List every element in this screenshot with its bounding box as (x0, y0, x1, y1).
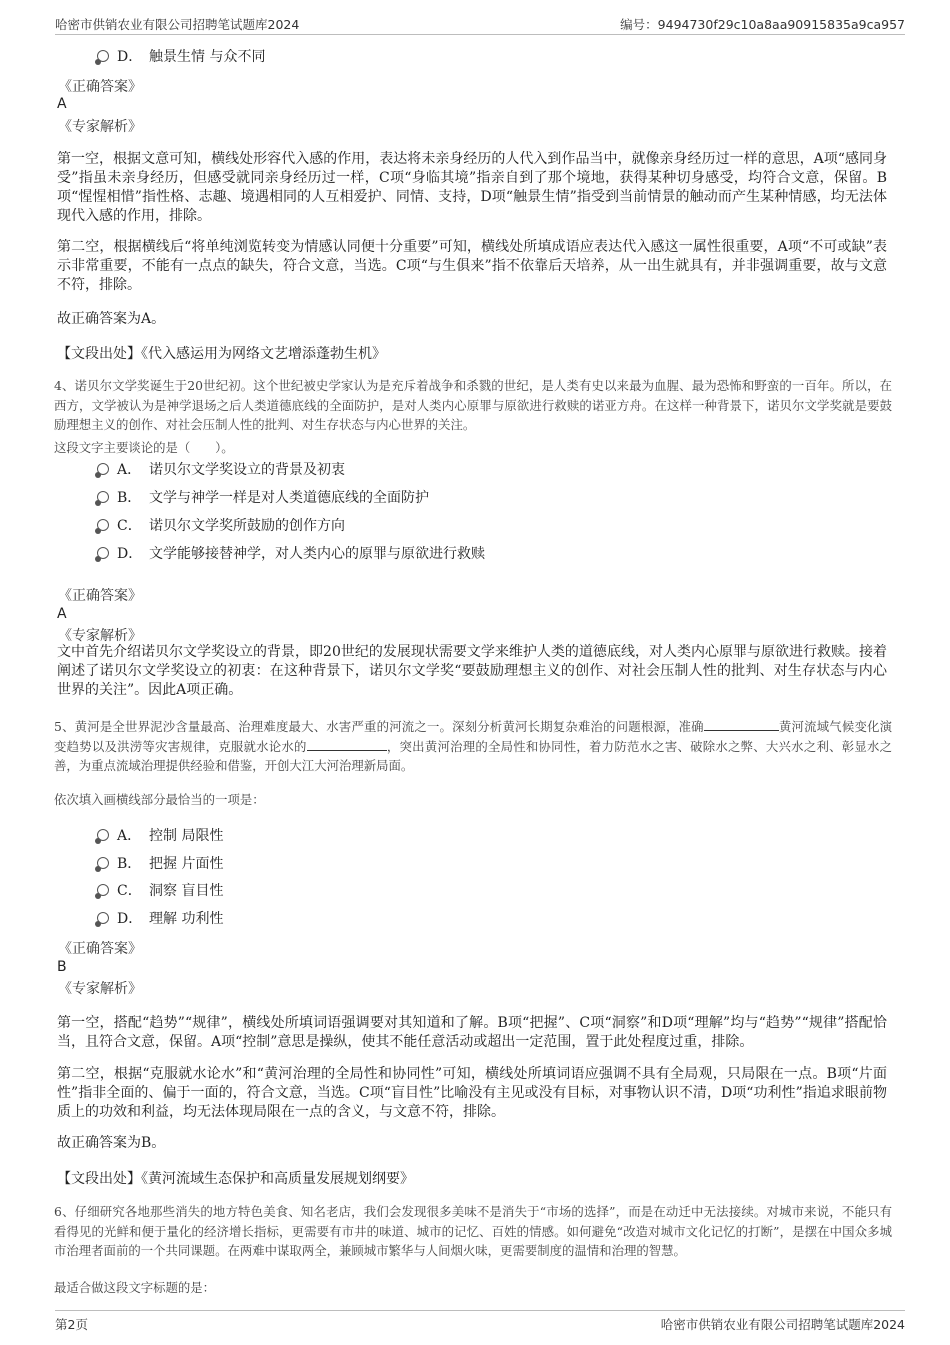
radio-icon[interactable] (97, 547, 109, 559)
q5-option-a[interactable]: A． 控制 局限性 (97, 826, 223, 846)
analysis-paragraph: 文中首先介绍诺贝尔文学奖设立的背景，即20世纪的发展现状需要文学来维护人类的道德底线，对人类内心原罪与原欲进行救赎。接着阐述了诺贝尔文学奖设立的初衷：在这种背景下，诺贝尔文学奖“要鼓励理想主义的创作、对社会压制人性的批判、对生存状态与内心世界的关注”。因此A项正确。 (57, 644, 887, 698)
analysis-label: 《专家解析》 (58, 628, 142, 644)
header-title: 哈密市供销农业有限公司招聘笔试题库2024 (55, 17, 300, 32)
answer-value: B (57, 959, 67, 975)
question-stem: 5、黄河是全世界泥沙含量最高、治理难度最大、水害严重的河流之一。深刻分析黄河长期复杂难治的问题根源，准确 黄河流域气候变化演变趋势以及洪涝等灾害规律，克服就水论水的 ，突出黄河治理的全局性和协同性，着力防范水之害、破除水之弊、大兴水之利、彰显水之善，为重点流域治理提供经验和借鉴，开创大江大河治理新局面。 (54, 719, 893, 773)
answer-label: 《正确答案》 (58, 79, 142, 95)
page-number: 第2页 (55, 1317, 88, 1332)
blank-line (704, 718, 779, 731)
q4-option-d[interactable]: D． 文学能够接替神学，对人类内心的原罪与原欲进行救赎 (97, 544, 485, 564)
conclusion-text: 故正确答案为A。 (57, 311, 166, 327)
question-stem: 4、诺贝尔文学奖诞生于20世纪初。这个世纪被史学家认为是充斥着战争和杀戮的世纪，是人类有史以来最为血腥、最为恐怖和野蛮的一百年。所以，在西方，文学被认为是神学退场之后人类道德底线的全面防护，是对人类内心原罪与原欲进行救赎的诺亚方舟。在这样一种背景下，诺贝尔文学奖就是要鼓励理想主义的创作、对社会压制人性的批判、对生存状态与内心世界的关注。 (54, 378, 892, 432)
question-prompt: 最适合做这段文字标题的是： (54, 1280, 216, 1295)
analysis-label: 《专家解析》 (58, 981, 142, 997)
question-prompt: 这段文字主要谈论的是（ ）。 (54, 440, 234, 455)
page-footer (55, 1310, 905, 1335)
q4-option-c[interactable]: C． 诺贝尔文学奖所鼓励的创作方向 (97, 516, 345, 536)
analysis-paragraph: 第二空，根据横线后“将单纯浏览转变为情感认同便十分重要”可知，横线处所填成语应表达代入感这一属性很重要，A项“不可或缺”表示非常重要，不能有一点点的缺失，符合文意，当选。C项“与生俱来”指不依靠后天培养，从一出生就具有，并非强调重要，故与文意不符，排除。 (57, 239, 887, 293)
page-header (55, 12, 905, 35)
analysis-label: 《专家解析》 (58, 119, 142, 135)
radio-icon[interactable] (97, 829, 109, 841)
q3-option-d[interactable]: D． 触景生情 与众不同 (97, 47, 265, 67)
radio-icon[interactable] (97, 884, 109, 896)
blank-line (307, 738, 387, 751)
radio-icon[interactable] (97, 912, 109, 924)
question-stem: 6、仔细研究各地那些消失的地方特色美食、知名老店，我们会发现很多美味不是消失于“市场的选择”，而是在动迁中无法接续。对城市来说，不能只有看得见的光鲜和便于量化的经济增长指标，更需要有市井的味道、城市的记忆、百姓的情感。如何避免“改造对城市文化记忆的打断”，是摆在中国众多城市治理者面前的一个共同课题。在两难中谋取两全，兼顾城市繁华与人间烟火味，更需要制度的温情和治理的智慧。 (54, 1204, 892, 1258)
answer-value: A (57, 96, 67, 112)
radio-icon[interactable] (97, 491, 109, 503)
q5-option-b[interactable]: B． 把握 片面性 (97, 854, 223, 874)
analysis-paragraph: 第一空，根据文意可知，横线处形容代入感的作用，表达将未亲身经历的人代入到作品当中，就像亲身经历过一样的意思，A项“感同身受”指虽未亲身经历，但感受就同亲身经历过一样，C项“身临其境”指亲自到了那个境地，获得某种切身感受，均符合文意，保留。B项“惺惺相惜”指性格、志趣、境遇相同的人互相爱护、同情、支持，D项“触景生情”指受到当前情景的触动而产生某种情感，均无法体现代入感的作用，排除。 (57, 151, 887, 224)
analysis-paragraph: 第一空，搭配“趋势”“规律”，横线处所填词语强调要对其知道和了解。B项“把握”、C项“洞察”和D项“理解”均与“趋势”“规律”搭配恰当，且符合文意，保留。A项“控制”意思是操纵，使其不能任意活动或超出一定范围，置于此处程度过重，排除。 (57, 1015, 887, 1050)
question-prompt: 依次填入画横线部分最恰当的一项是： (54, 792, 265, 807)
header-doc-id: 编号：9494730f29c10a8aa90915835a9ca957 (620, 17, 905, 32)
conclusion-text: 故正确答案为B。 (57, 1135, 166, 1151)
radio-icon[interactable] (97, 463, 109, 475)
radio-icon[interactable] (97, 50, 109, 62)
q5-option-c[interactable]: C． 洞察 盲目性 (97, 881, 223, 901)
analysis-paragraph: 第二空，根据“克服就水论水”和“黄河治理的全局性和协同性”可知，横线处所填词语应强调不具有全局观，只局限在一点。B项“片面性”指非全面的、偏于一面的，符合文意，当选。C项“盲目性”比喻没有主见或没有目标，对事物认识不清，D项“功利性”指追求眼前物质上的功效和利益，均无法体现局限在一点的含义，与文意不符，排除。 (57, 1066, 887, 1120)
source-citation: 【文段出处】《黄河流域生态保护和高质量发展规划纲要》 (57, 1171, 414, 1187)
radio-icon[interactable] (97, 857, 109, 869)
footer-title: 哈密市供销农业有限公司招聘笔试题库2024 (660, 1317, 905, 1332)
answer-value: A (57, 606, 67, 622)
answer-label: 《正确答案》 (58, 588, 142, 604)
q4-option-b[interactable]: B． 文学与神学一样是对人类道德底线的全面防护 (97, 488, 429, 508)
source-citation: 【文段出处】《代入感运用为网络文艺增添蓬勃生机》 (57, 346, 386, 362)
q4-option-a[interactable]: A． 诺贝尔文学奖设立的背景及初衷 (97, 460, 345, 480)
answer-label: 《正确答案》 (58, 941, 142, 957)
q5-option-d[interactable]: D． 理解 功利性 (97, 909, 223, 929)
radio-icon[interactable] (97, 519, 109, 531)
